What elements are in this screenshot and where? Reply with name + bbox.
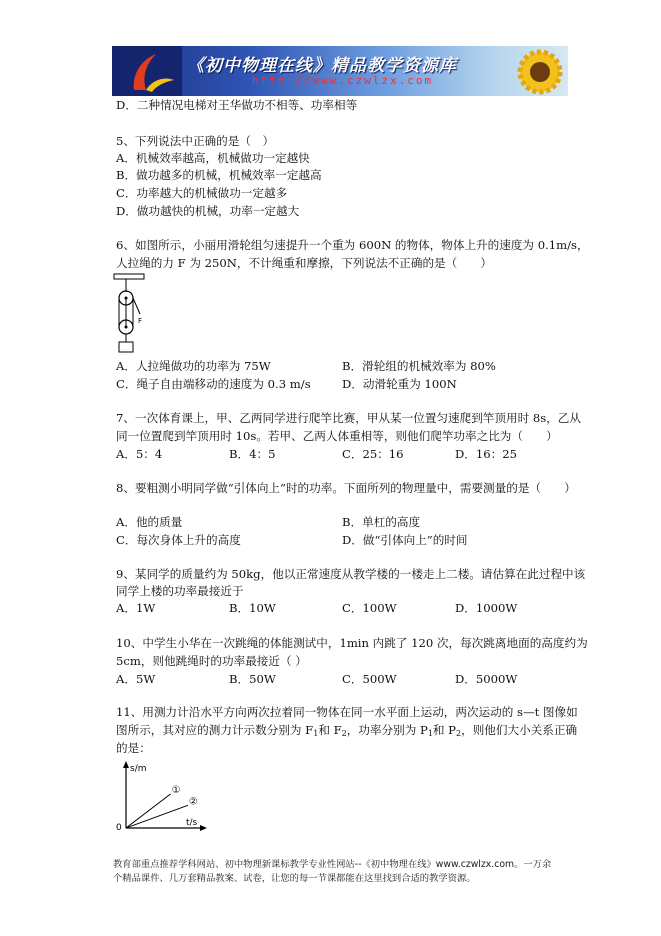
st-chart — [110, 758, 210, 836]
q10-stem-line1: 10、中学生小华在一次跳绳的体能测试中，1min 内跳了 120 次，每次跳离地面的高度约为 — [116, 636, 588, 650]
series-line-2 — [126, 805, 188, 828]
q9-option-b: B．10W — [229, 601, 276, 615]
q10-option-d: D．5000W — [455, 672, 518, 686]
q8-option-b: B．单杠的高度 — [342, 515, 421, 529]
q7-stem-line2: 同一位置爬到竿顶用时 10s。若甲、乙两人体重相等，则他们爬竿功率之比为（ ） — [116, 429, 558, 443]
q11-stem-line1: 11、用测力计沿水平方向两次拉着同一物体在同一水平面上运动，两次运动的 s—t 图像如 — [116, 705, 578, 719]
pulley-figure — [112, 272, 152, 356]
q11-stem-line3: 的是： — [116, 741, 151, 755]
banner-url[interactable]: http://www.czwlzx.com — [252, 74, 434, 87]
q7-option-b: B．4：5 — [229, 447, 276, 461]
q5-option-c: C．功率越大的机械做功一定越多 — [116, 186, 288, 200]
q8-option-d: D．做“引体向上”的时间 — [342, 533, 468, 547]
q6-option-b: B．滑轮组的机械效率为 80% — [342, 359, 496, 373]
q10-stem-line2: 5cm，则他跳绳时的功率最接近（ ） — [116, 654, 307, 668]
banner-title: 《初中物理在线》精品教学资源库 — [187, 56, 457, 76]
q9-stem-line1: 9、某同学的质量约为 50kg，他以正常速度从教学楼的一楼走上二楼。请估算在此过程中该 — [116, 567, 586, 581]
x-axis-label: t/s — [186, 818, 198, 828]
q9-option-c: C．100W — [342, 601, 397, 615]
q9-stem-line2: 同学上楼的功率最接近于 — [116, 584, 244, 598]
q5-option-a: A．机械效率越高，机械做功一定越快 — [116, 151, 310, 165]
force-label: F — [138, 317, 143, 325]
q8-option-a: A．他的质量 — [116, 515, 183, 529]
series-label-2: ② — [188, 796, 198, 808]
q5-option-d: D．做功越快的机械，功率一定越大 — [116, 204, 300, 218]
q6-option-a: A．人拉绳做功的功率为 75W — [116, 359, 271, 373]
q9-option-d: D．1000W — [455, 601, 518, 615]
q6-stem-line1: 6、如图所示，小丽用滑轮组匀速提升一个重为 600N 的物体，物体上升的速度为 0.1m/s， — [116, 238, 589, 252]
q4-option-d: D．二种情况电梯对王华做功不相等、功率相等 — [116, 98, 358, 112]
q11-stem-line2: 图所示，其对应的测力计示数分别为 $F_1$和 $F_2$，功率分别为 $P_1$和 $P_2$，则他们大小关系正确 — [116, 723, 578, 738]
series-line-1 — [126, 794, 171, 828]
sunflower-icon — [508, 46, 568, 96]
q7-option-a: A．5：4 — [116, 447, 163, 461]
q5-stem: 5、下列说法中正确的是（ ） — [116, 134, 275, 148]
header-banner — [112, 46, 568, 96]
q7-stem-line1: 7、一次体育课上，甲、乙两同学进行爬竿比赛，甲从某一位置匀速爬到竿顶用时 8s，乙从 — [116, 411, 581, 425]
q8-stem: 8、要粗测小明同学做“引体向上”时的功率。下面所列的物理量中，需要测量的是（ ） — [116, 481, 576, 495]
q5-option-b: B．做功越多的机械，机械效率一定越高 — [116, 168, 322, 182]
q7-option-d: D．16：25 — [455, 447, 517, 461]
q10-option-b: B．50W — [229, 672, 276, 686]
q8-option-c: C．每次身体上升的高度 — [116, 533, 241, 547]
footer-line1: 教育部重点推荐学科网站、初中物理新课标教学专业性网站--《初中物理在线》www.czwlzx.com。一万余 — [113, 859, 552, 870]
q6-stem-line2: 人拉绳的力 F 为 250N，不计绳重和摩擦，下列说法不正确的是（ ） — [116, 256, 493, 270]
y-axis-label: s/m — [130, 764, 147, 774]
footer-line2: 个精品课件、几万套精品教案、试卷，让您的每一节课都能在这里找到合适的教学资源。 — [113, 873, 476, 884]
q10-option-c: C．500W — [342, 672, 397, 686]
q6-option-c: C．绳子自由端移动的速度为 0.3 m/s — [116, 377, 311, 391]
q6-option-d: D．动滑轮重为 100N — [342, 377, 457, 391]
q9-option-a: A．1W — [116, 601, 156, 615]
origin-label: 0 — [116, 823, 122, 833]
q7-option-c: C．25：16 — [342, 447, 404, 461]
logo-icon — [112, 46, 182, 96]
series-label-1: ① — [171, 784, 181, 796]
q10-option-a: A．5W — [116, 672, 156, 686]
